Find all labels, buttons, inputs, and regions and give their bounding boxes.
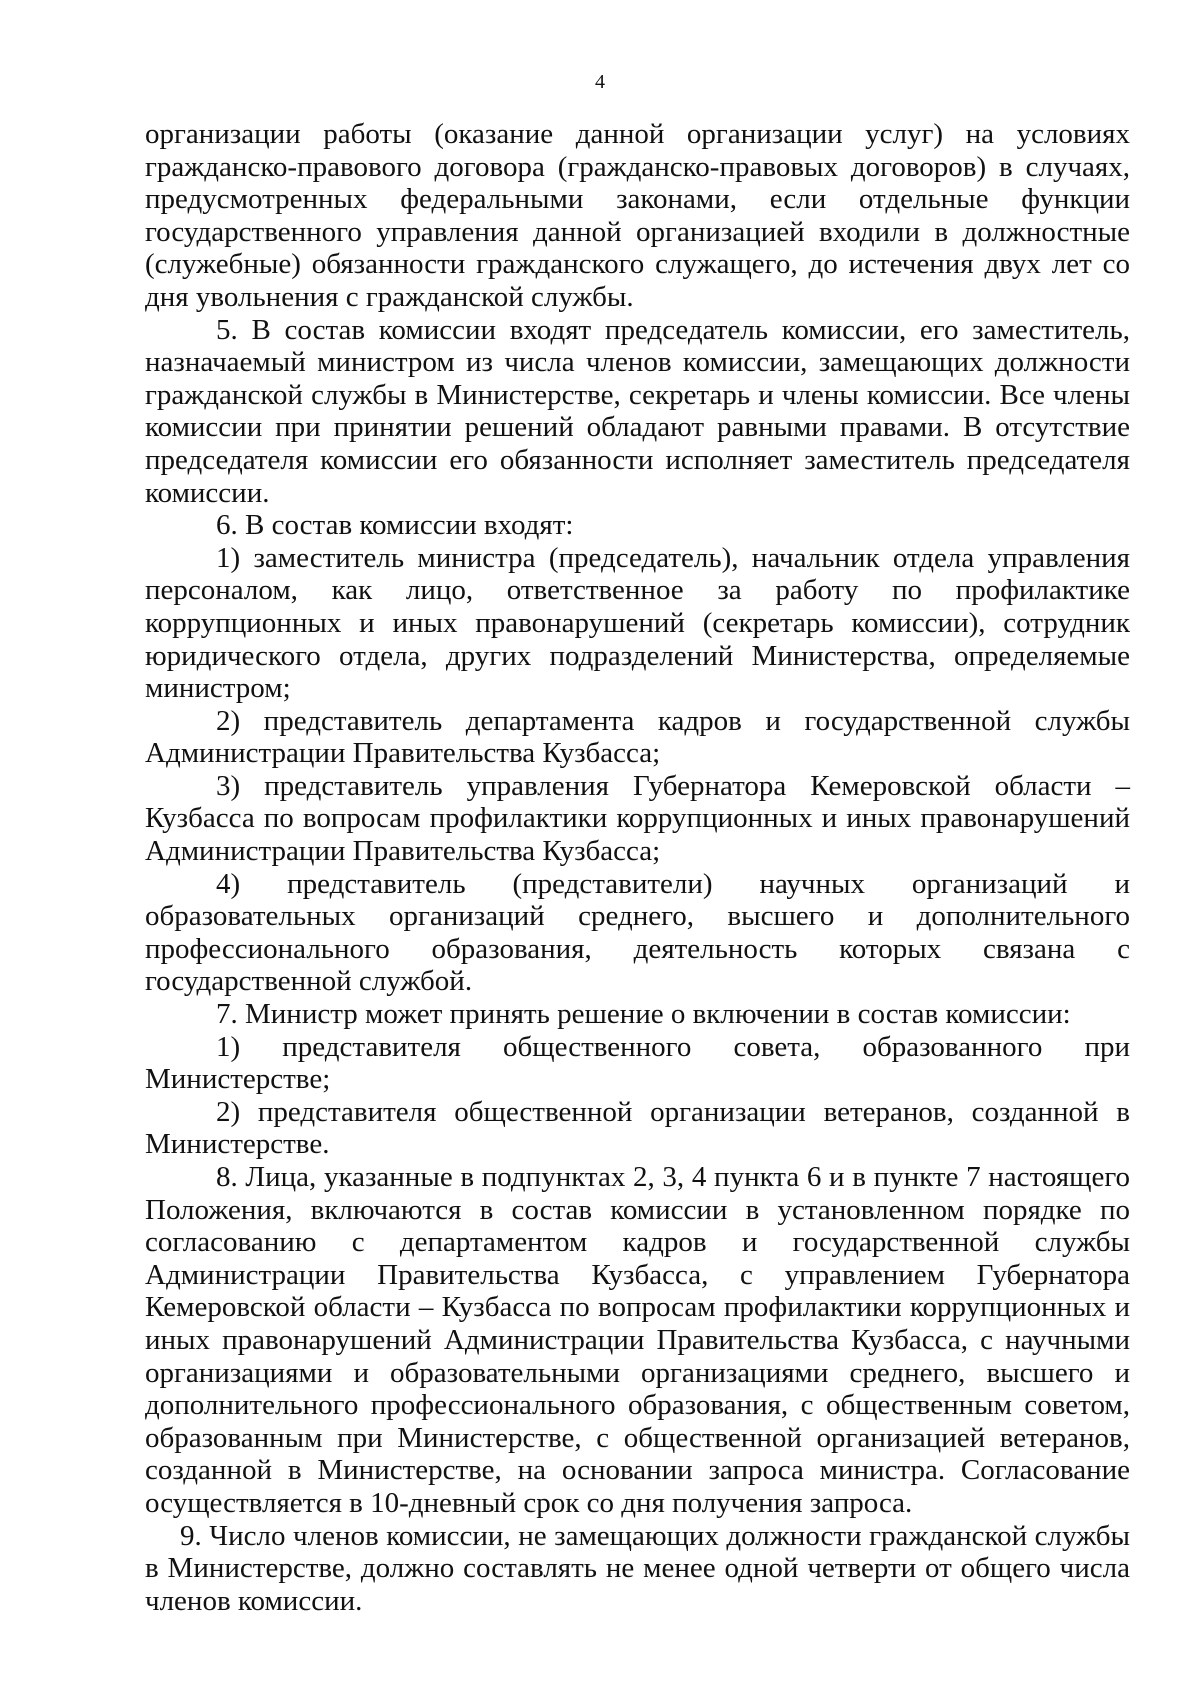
paragraph-7: 7. Министр может принять решение о включении в состав комиссии: bbox=[216, 998, 1071, 1031]
paragraph-6: 6. В состав комиссии входят: bbox=[216, 509, 574, 542]
paragraph-6-item-3: 3) представитель управления Губернатора Кемеровской области – Кузбасса по вопросам профилактики коррупционных и иных правонарушений Администрации Правительства Кузбасса; bbox=[145, 769, 1130, 868]
paragraph-8: 8. Лица, указанные в подпунктах 2, 3, 4 пункта 6 и в пункте 7 настоящего Положения, включаются в состав комиссии в установленном порядке по согласованию с департаментом кадров и государственной службы Администрации Правительства Кузбасса, с управлением Губернатора Кемеровской области – Кузбасса по вопросам профилактики коррупционных и иных правонарушений Администрации Правительства Кузбасса, с научными организациями и образовательными организациями среднего, высшего и дополнительного профессионального образования, с общественным советом, образованным при Министерстве, с общественной организацией ветеранов, созданной в Министерстве, на основании запроса министра. Согласование осуществляется в 10-дневный срок со дня получения запроса. bbox=[145, 1161, 1130, 1519]
paragraph-7-item-1: 1) представителя общественного совета, образованного при Министерстве; bbox=[145, 1030, 1130, 1096]
paragraph-6-item-4: 4) представитель (представители) научных организаций и образовательных организаций среднего, высшего и дополнительного профессионального образования, деятельность которых связана с государственной службой. bbox=[145, 867, 1130, 998]
paragraph-5: 5. В состав комиссии входят председатель комиссии, его заместитель, назначаемый министром из числа членов комиссии, замещающих должности гражданской службы в Министерстве, секретарь и члены комиссии. Все члены комиссии при принятии решений обладают равными правами. В отсутствие председателя комиссии его обязанности исполняет заместитель председателя комиссии. bbox=[145, 313, 1130, 509]
paragraph-7-item-2: 2) представителя общественной организации ветеранов, созданной в Министерстве. bbox=[145, 1095, 1130, 1161]
paragraph-continuation: организации работы (оказание данной организации услуг) на условиях гражданско-правового договора (гражданско-правовых договоров) в случаях, предусмотренных федеральными законами, если отдельные функции государственного управления данной организацией входили в должностные (служебные) обязанности гражданского служащего, до истечения двух лет со дня увольнения с гражданской службы. bbox=[145, 118, 1130, 313]
page-number: 4 bbox=[595, 71, 605, 93]
document-body bbox=[145, 118, 1130, 1617]
paragraph-6-item-1: 1) заместитель министра (председатель), начальник отдела управления персоналом, как лицо, ответственное за работу по профилактике коррупционных и иных правонарушений (секретарь комиссии), сотрудник юридического отдела, других подразделений Министерства, определяемые министром; bbox=[145, 541, 1130, 705]
paragraph-6-item-2: 2) представитель департамента кадров и государственной службы Администрации Правительства Кузбасса; bbox=[145, 704, 1130, 770]
paragraph-9: 9. Число членов комиссии, не замещающих должности гражданской службы в Министерстве, должно составлять не менее одной четверти от общего числа членов комиссии. bbox=[145, 1519, 1130, 1617]
